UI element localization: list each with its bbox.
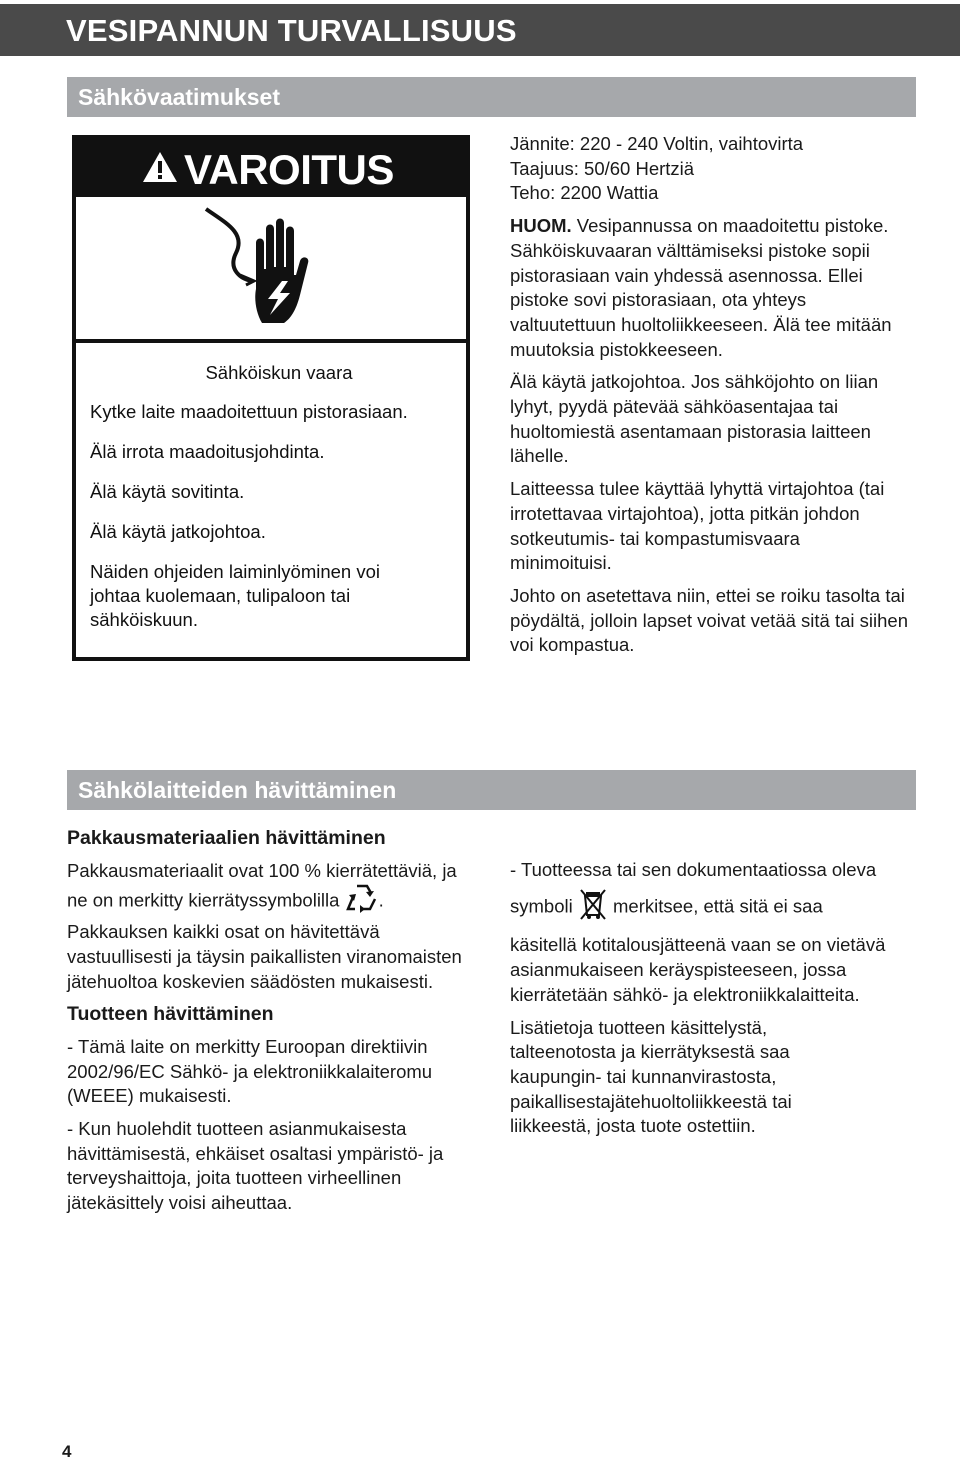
product-disposal-paragraph: - Kun huolehdit tuotteen asianmukaisesta hävittämisestä, ehkäiset osaltasi ympäristö- ja terveyshaittoja, joita tuotteen virheellinen jätekäsittely voisi aiheuttaa. [67, 1118, 444, 1214]
warning-line: Älä käytä jatkojohtoa. [90, 521, 266, 542]
warning-line: Kytke laite maadoitettuun pistorasiaan. [90, 401, 408, 422]
warning-divider [76, 339, 466, 343]
section-header-electrical-requirements [67, 77, 916, 117]
warning-header [76, 139, 466, 197]
paragraph-short-cord: Laitteessa tulee käyttää lyhyttä virtajohtoa (tai irrotettavaa virtajohtoa), jotta pitkän johdon sotkeutumis- tai kompastumisvaara minimoituisi. [510, 478, 885, 574]
symbol-explanation: käsitellä kotitalousjätteenä vaan se on vietävä asianmukaiseen keräyspisteeseen, jossa kierrätetään sähkö- ja elektroniikkalaitteita. [510, 934, 886, 1005]
electric-shock-hand-icon [196, 203, 326, 338]
section-heading: Sähkölaitteiden hävittäminen [78, 777, 397, 803]
page-number: 4 [62, 1442, 72, 1461]
warning-triangle-icon [142, 151, 178, 188]
section-heading: Sähkövaatimukset [78, 84, 280, 110]
warning-body [90, 361, 460, 648]
note-label: HUOM. [510, 215, 572, 237]
spec-power: Teho: 2200 Wattia [510, 182, 659, 204]
disposal-left-column [67, 826, 487, 1224]
paragraph-cord-placement: Johto on asetettava niin, ettei se roiku tasolta tai pöydältä, jolloin lapset voivat vetää sitä tai siihen voi kompastua. [510, 584, 908, 656]
product-disposal-paragraph: - Tämä laite on merkitty Euroopan direktiivin 2002/96/EC Sähkö- ja elektroniikkalaiteromu (WEEE) mukaisesti. [67, 1035, 433, 1107]
spec-voltage: Jännite: 220 - 240 Voltin, vaihtovirta [510, 133, 804, 154]
packaging-text: Pakkausmateriaalit ovat 100 % kierrätettäviä, ja ne on merkitty kierrätyssymbolilla [67, 859, 457, 911]
symbol-line: - Tuotteessa tai sen dokumentaatiossa oleva [510, 859, 877, 880]
spec-frequency: Taajuus: 50/60 Hertziä [510, 157, 695, 179]
packaging-subheading: Pakkausmateriaalien hävittäminen [67, 827, 386, 849]
paragraph-extension-cord: Älä käytä jatkojohtoa. Jos sähköjohto on liian lyhyt, pyydä pätevää sähköasentajaa tai huoltomiestä asentamaan pistorasia laitteen lähelle. [510, 371, 879, 467]
warning-word: VAROITUS [184, 146, 394, 193]
packaging-text-continued: . Pakkauksen kaikki osat on hävitettävä vastuullisesti ja täysin paikallisten viranomaisten jätehuoltoa koskevien säädösten mukaisesti. [67, 889, 462, 992]
packaging-paragraph [67, 859, 477, 995]
more-info-paragraph: Lisätietoja tuotteen käsittelystä, talteenotosta ja kierrätyksestä saa kaupungin- tai kunnanvirastosta, paikallisestajätehuoltoliikkeestä tai liikkeestä, josta tuote ostettiin. [510, 1016, 792, 1137]
symbol-line-with-icon [510, 887, 915, 928]
warning-box [72, 135, 470, 661]
note-text: Vesipannussa on maadoitettu pistoke. Sähköiskuvaaran välttämiseksi pistoke sopii pistorasiaan vain yhdessä asennossa. Ellei pistoke sovi pistorasiaan, ota yhteys valtuutettuun huoltoliikkeeseen. Älä tee mitään muutoksia pistokkeeseen. [510, 215, 892, 360]
page-title: VESIPANNUN TURVALLISUUS [66, 13, 517, 48]
disposal-right-column [510, 858, 915, 1147]
section-header-disposal [67, 770, 916, 810]
warning-line: Näiden ohjeiden laiminlyöminen voi johtaa kuolemaan, tulipaloon tai sähköiskuun. [90, 561, 381, 630]
electrical-spec-column [510, 132, 910, 666]
symbol-text-continued: merkitsee, että sitä ei saa [613, 894, 823, 916]
symbol-text: symboli [510, 894, 573, 916]
page-title-bar [0, 4, 960, 56]
recycle-icon [345, 883, 379, 920]
product-disposal-subheading: Tuotteen hävittäminen [67, 1003, 274, 1026]
weee-bin-icon [578, 887, 608, 928]
warning-line: Älä käytä sovitinta. [90, 481, 245, 502]
hazard-title: Sähköiskun vaara [205, 362, 353, 383]
note-paragraph [510, 214, 900, 362]
warning-line: Älä irrota maadoitusjohdinta. [90, 441, 325, 462]
